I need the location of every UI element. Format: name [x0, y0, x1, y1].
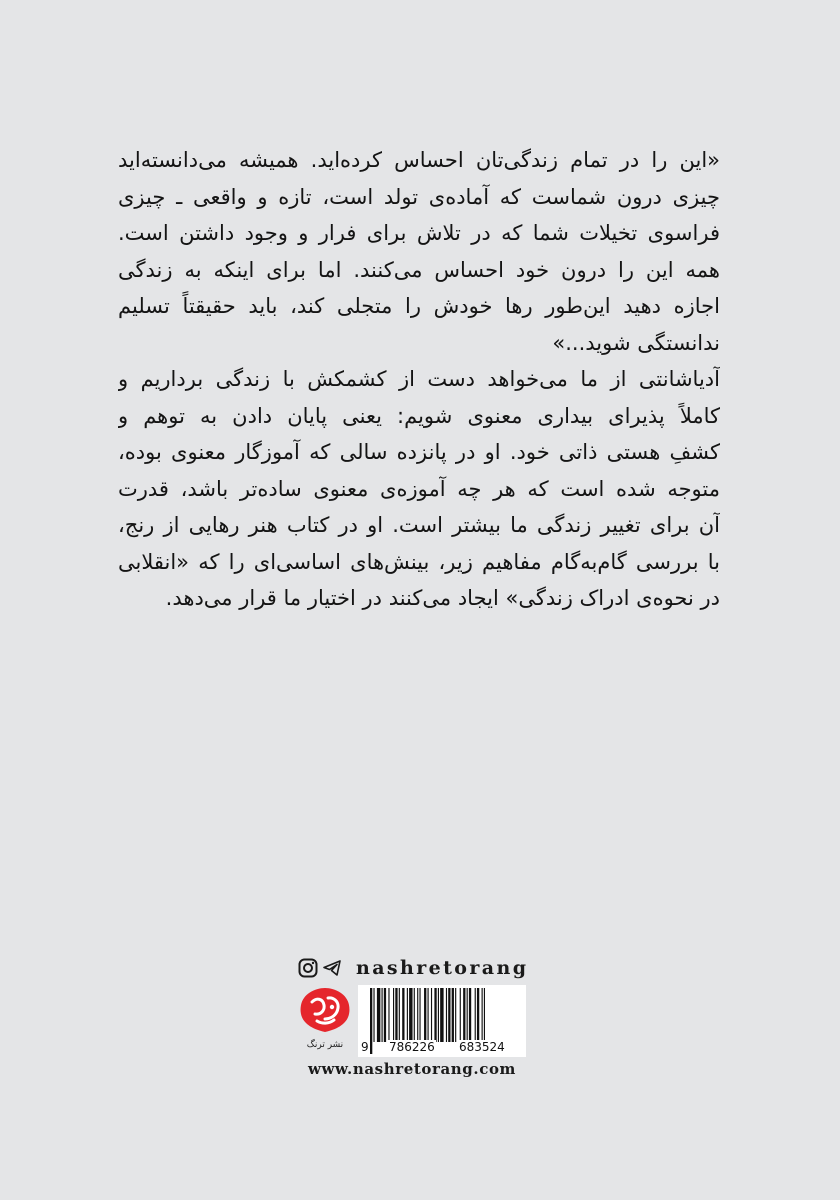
blurb-line: ندانستگی شوید...» — [552, 330, 720, 355]
blurb-line: چیزی درون شماست که آماده‌ی تولد است، تازه و واقعی ـ چیزی — [118, 184, 720, 209]
blurb-line: «این را در تمام زندگی‌تان احساس کرده‌اید. همیشه می‌دانسته‌اید — [118, 148, 720, 172]
blurb-line: اجازه دهید این‌طور رها خودش را متجلی کند، باید حقیقتاً تسلیم — [118, 294, 720, 318]
blurb-line: متوجه شده است که هر چه آموزه‌ی معنوی ساده‌تر باشد، قدرت — [118, 476, 720, 501]
instagram-icon[interactable] — [298, 958, 318, 978]
isbn-group-left: 786226 — [389, 1040, 435, 1054]
social-handle[interactable]: nashretorang — [356, 957, 529, 979]
blurb-line: کاملاً پذیرای بیداری معنوی شویم: یعنی پایان دادن به توهم و — [118, 403, 720, 428]
blurb-line: با بررسی گام‌به‌گام مفاهیم زیر، بینش‌های اساسی‌ای را که «انقلابی — [118, 549, 720, 574]
blurb-line: آن برای تغییر زندگی ما بیشتر است. او در کتاب هنر رهایی از رنج، — [118, 513, 720, 537]
website-link[interactable]: www.nashretorang.com — [307, 1060, 517, 1078]
blurb-line: همه این را درون خود احساس می‌کنند. اما برای اینکه به زندگی — [118, 257, 720, 282]
blurb-line: آدیاشانتی از ما می‌خواهد دست از کشمکش با زندگی برداریم و — [118, 367, 720, 391]
isbn-prefix: 9 — [361, 1040, 369, 1054]
isbn-group-right: 683524 — [459, 1040, 505, 1054]
back-cover-blurb — [118, 142, 720, 617]
blurb-line: در نحوه‌ی ادراک زندگی» ایجاد می‌کنند در اختیار ما قرار می‌دهد. — [165, 586, 720, 610]
isbn-number — [358, 1040, 526, 1056]
telegram-icon[interactable] — [322, 958, 342, 978]
social-row — [298, 955, 529, 981]
blurb-line: فراسوی تخیلات شما که در تلاش برای فرار و وجود داشتن است. — [118, 221, 720, 245]
publisher-name: نشر ترنگ — [306, 1040, 344, 1050]
blurb-line: کشفِ هستی ذاتی خود. او در پانزده سالی که آموزگار معنوی بوده، — [118, 440, 720, 464]
